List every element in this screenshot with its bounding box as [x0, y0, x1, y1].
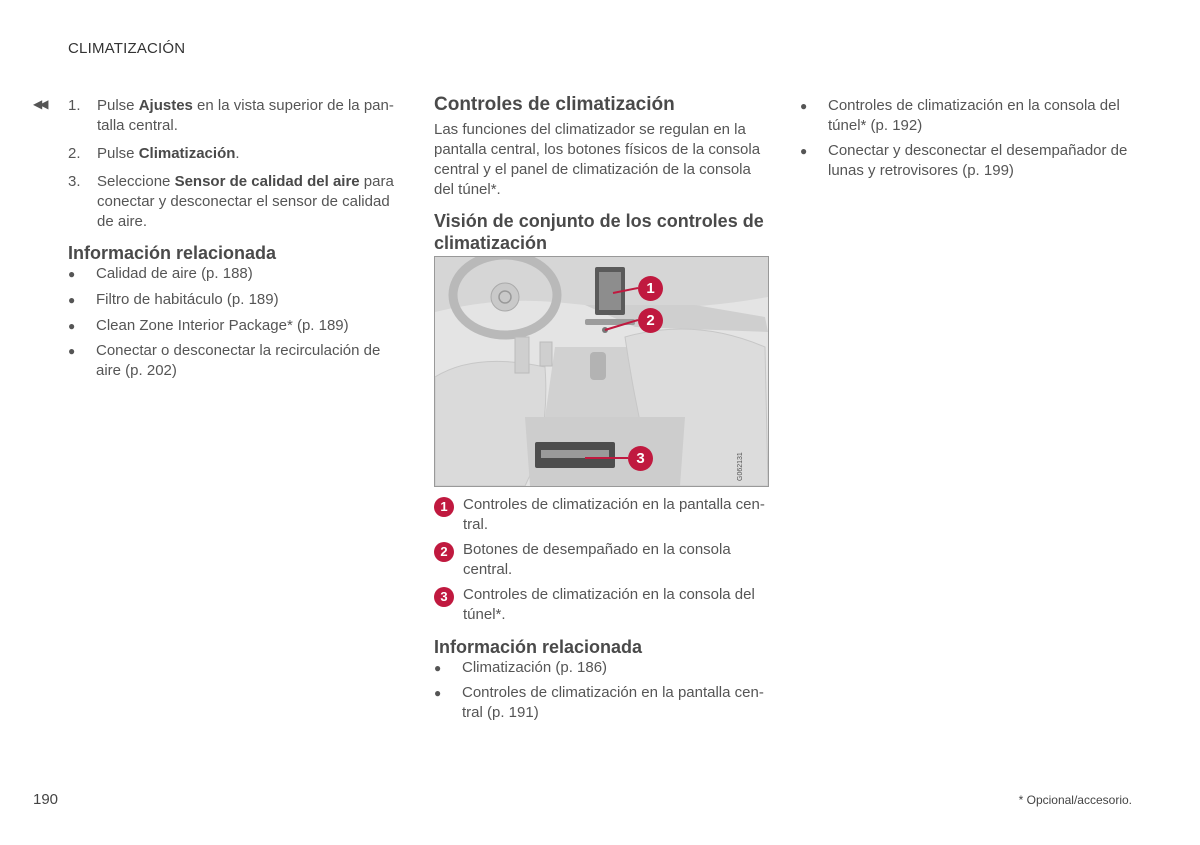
related-link-text[interactable]: Clean Zone Interior Package* (p. 189) [96, 317, 349, 334]
step-text-pre: Seleccione [97, 173, 175, 190]
step-number: 2. [68, 145, 81, 162]
overview-heading: Visión de conjunto de los controles de climatización [434, 211, 764, 253]
related-link-text[interactable]: Controles de climatización en la consola del túnel* (p. 192) [828, 97, 1120, 134]
figure-code: G062131 [737, 452, 744, 481]
callout-text: Controles de climatización en la pantalla central. [463, 496, 765, 533]
section-title: CLIMATIZACIÓN [68, 40, 186, 57]
step-1 [68, 96, 398, 140]
related-link[interactable]: ● Clean Zone Interior Package* (p. 189) [68, 316, 408, 338]
related-link[interactable]: ● Climatización (p. 186) [434, 658, 769, 680]
related-link-text[interactable]: Controles de climatización en la pantalla central (p. 191) [462, 684, 764, 721]
related-link-text[interactable]: Calidad de aire (p. 188) [96, 265, 253, 282]
callout-number: 1 [434, 497, 454, 517]
continuation-icon: ◀◀ [33, 97, 46, 111]
step-2 [68, 144, 398, 166]
related-link-text[interactable]: Conectar o desconectar la recirculación de aire (p. 202) [96, 342, 381, 379]
menu-path-bold: Climatización [138, 145, 236, 162]
step-number: 3. [68, 173, 81, 190]
related-link[interactable]: ● Conectar o desconectar la recirculación de aire (p. 202) [68, 341, 408, 383]
callout-marker: 1 [638, 276, 663, 301]
related-link-text[interactable]: Conectar y desconectar el desempañador de lunas y retrovisores (p. 199) [828, 142, 1128, 179]
callout-text: Controles de climatización en la consola del túnel*. [463, 586, 755, 623]
car-interior-drawing [435, 257, 768, 486]
callout-marker: 2 [638, 308, 663, 333]
page-number: 190 [33, 791, 59, 808]
step-number: 1. [68, 97, 81, 114]
related-link-text[interactable]: Filtro de habitáculo (p. 189) [96, 291, 279, 308]
page-title: Controles de climatización [434, 94, 675, 115]
menu-path-bold: Sensor de calidad del aire [174, 173, 360, 190]
footnote: * Opcional/accesorio. [1018, 793, 1132, 807]
intro-paragraph: Las funciones del climatizador se regulan en la pantalla central, los botones físicos de la consola central y el panel de climatización de la consola del túnel*. [434, 121, 761, 198]
step-text-post: . [235, 145, 240, 162]
callout-item [434, 585, 769, 627]
callout-marker: 3 [628, 446, 653, 471]
related-link[interactable]: ● Controles de climatización en la pantalla central (p. 191) [434, 683, 769, 725]
related-info-heading: Información relacionada [68, 243, 277, 263]
related-link[interactable]: ● Calidad de aire (p. 188) [68, 264, 408, 286]
step-text-pre: Pulse [97, 97, 139, 114]
related-info-heading: Información relacionada [434, 637, 643, 657]
related-link[interactable]: ● Filtro de habitáculo (p. 189) [68, 290, 408, 312]
related-link[interactable]: ● Controles de climatización en la consola del túnel* (p. 192) [800, 96, 1135, 138]
related-link[interactable]: ● Conectar y desconectar el desempañador de lunas y retrovisores (p. 199) [800, 141, 1135, 183]
related-link-text[interactable]: Climatización (p. 186) [462, 659, 608, 676]
callout-item [434, 495, 769, 537]
step-text-post: en la vista superior de la pantalla central. [97, 97, 394, 134]
callout-number: 3 [434, 587, 454, 607]
step-3 [68, 172, 398, 234]
step-text-pre: Pulse [97, 145, 139, 162]
step-text-post: para conectar y desconectar el sensor de calidad de aire. [97, 173, 394, 230]
interior-illustration [434, 256, 769, 487]
menu-path-bold: Ajustes [138, 97, 193, 114]
callout-text: Botones de desempañado en la consola central. [463, 541, 731, 578]
callout-number: 2 [434, 542, 454, 562]
callout-item [434, 540, 769, 582]
